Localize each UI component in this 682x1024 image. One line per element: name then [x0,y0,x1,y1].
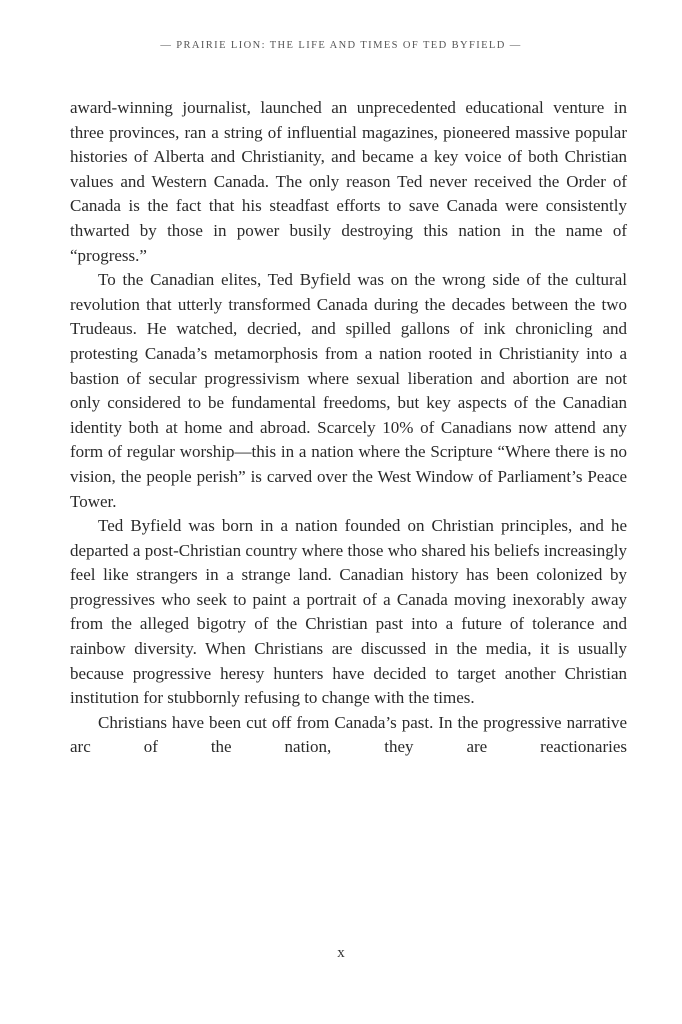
paragraph: Ted Byfield was born in a nation founded on Christian principles, and he departed a post-Christian country where those who shared his beliefs increasingly feel like strangers in a strange land. Canadian history has been colonized by progressives who seek to paint a portrait of a Canada moving inexorably away from the alleged bigotry of the Christian past into a future of tolerance and rainbow diversity. When Christians are discussed in the media, it is usually because progressive heresy hunters have decided to target another Christian institution for stubbornly refusing to change with the times. [70,516,627,708]
paragraph: To the Canadian elites, Ted Byfield was on the wrong side of the cultural revolution that utterly transformed Canada during the decades between the two Trudeaus. He watched, decried, and spilled gallons of ink chronicling and protesting Canada’s metamorphosis from a nation rooted in Christianity into a bastion of secular progressivism where sexual liberation and abortion are not only considered to be fundamental freedoms, but key aspects of the Canadian identity both at home and abroad. Scarcely 10% of Canadians now attend any form of regular worship—this in a nation where the Scripture “Where there is no vision, the people perish” is carved over the West Window of Parliament’s Peace Tower. [70,270,627,511]
body-text [70,96,627,760]
running-head: — PRAIRIE LION: THE LIFE AND TIMES OF TED BYFIELD — [160,40,522,51]
paragraph-runover: Christians have been cut off from Canada’s past. In the progressive narrative arc of the nation, they are reactionaries [70,712,627,757]
paragraph-continued: award-winning journalist, launched an unprecedented educational venture in three provinces, ran a string of influential magazines, pioneered massive popular histories of Alberta and Christianity, and became a key voice of both Christian values and Western Canada. The only reason Ted never received the Order of Canada is the fact that his steadfast efforts to save Canada were consistently thwarted by those in power busily destroying this nation in the name of “progress.” [70,98,627,265]
page-number: x [337,945,345,961]
